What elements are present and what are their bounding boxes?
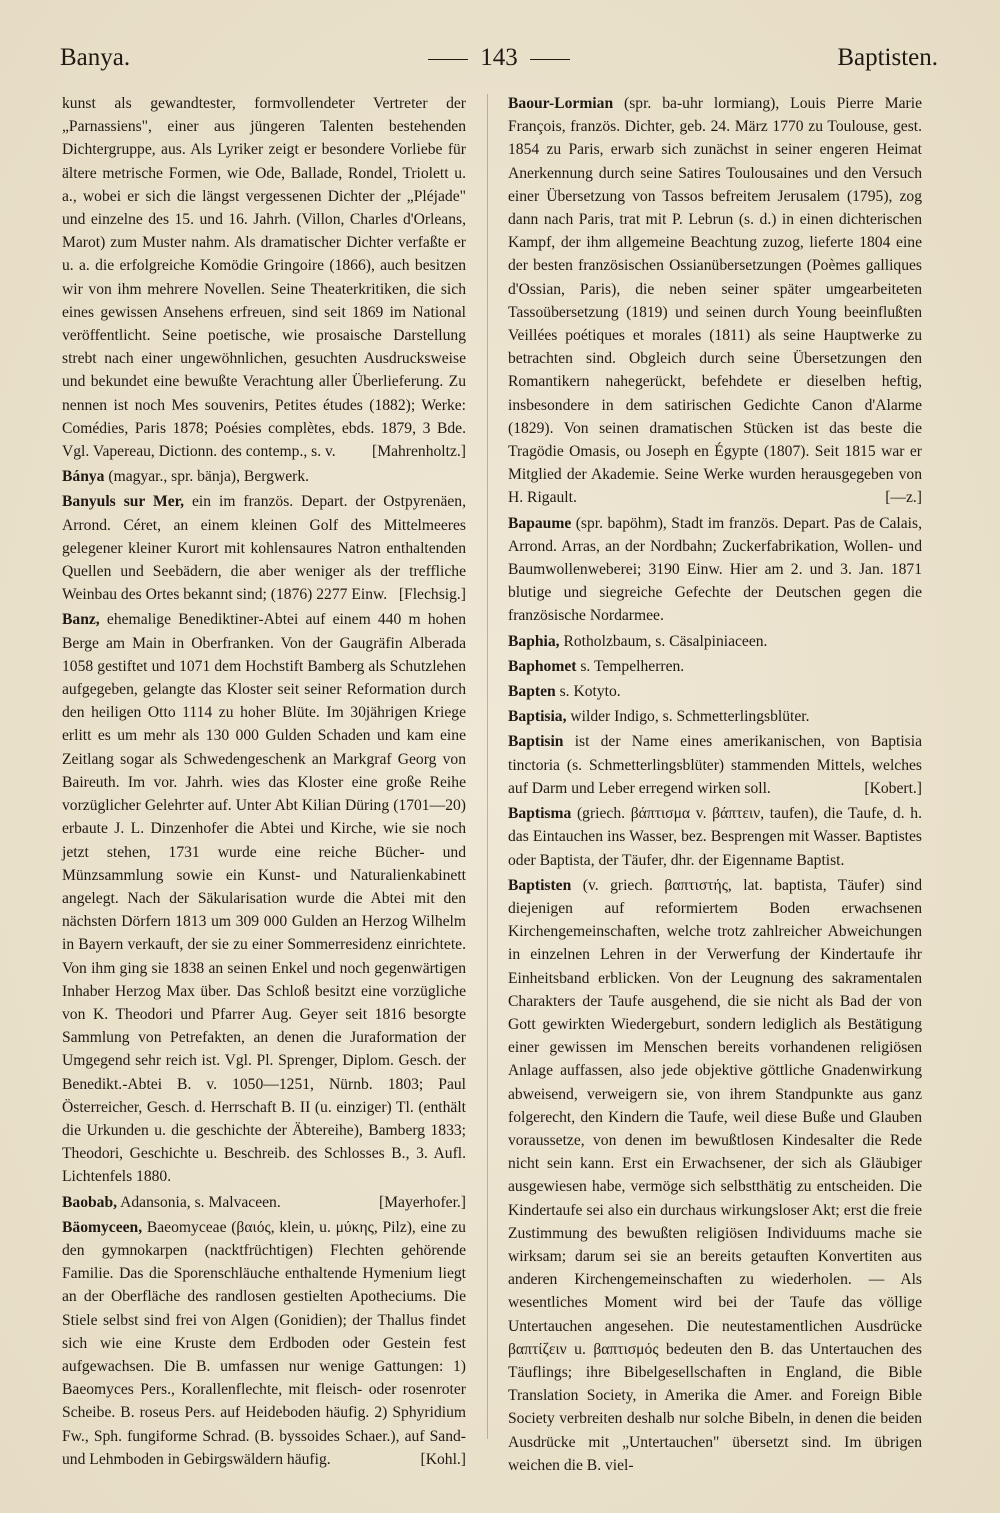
page-number-block — [60, 44, 938, 72]
entry-text: ein im französ. Depart. der Ostpyrenäen, Arrond. Céret, an einem kleinen Golf des Mittelmeeres gelegener kleiner Kurort mit kohlensaures Natron enthaltenden Quellen und Seebädern, die aber weniger als der treffliche Weinbau des Ortes bekannt sind; (1876) 2277 Einw. — [62, 493, 466, 604]
entry — [508, 680, 922, 703]
entry-headword: Baphia, — [508, 632, 560, 650]
header-rule-right — [530, 59, 570, 60]
running-head-left: Banya. — [60, 44, 131, 71]
entry-headword: Baphomet — [508, 657, 577, 675]
entry — [62, 490, 466, 606]
entry-text: Rotholzbaum, s. Cäsalpiniaceen. — [563, 632, 768, 650]
entry-text: Adansonia, s. Malvaceen. — [120, 1193, 281, 1211]
entry — [62, 1191, 466, 1214]
entry-text: kunst als gewandtester, formvollendeter Vertreter der „Parnassiens", einer aus jüngeren Talenten bestehenden Dichtergruppe, aus. Als Lyriker zeigt er besondere Vorliebe für ältere metrische Formen, wie Ode, Ballade, Rondel, Triolett u. a., wobei er sich die längst vergessenen Dichter der „Pléjade" und einzelne des 15. und 16. Jahrh. (Villon, Charles d'Orleans, Marot) zum Muster nahm. Als dramatischer Dichter verfaßte er u. a. die erfolgreiche Komödie Gringoire (1866), auch besitzen wir von ihm mehrere Novellen. Seine Theaterkritiken, die sich eines gewissen Ansehens erfreuen, sind seit 1869 im National veröffentlicht. Seine poetische, wie prosaische Darstellung strebt nach einer ungewöhnlichen, gesuchten Ausdrucksweise und bekundet eine bewußte Verachtung aller Überlieferung. Zu nennen ist noch Mes souvenirs, Petites études (1882); Werke: Comédies, Paris 1878; Poésies complètes, ebds. 1879, 3 Bde. Vgl. Vapereau, Dictionn. des contemp., s. v. — [62, 95, 466, 461]
entry-headword: Baobab, — [62, 1193, 118, 1211]
entry-text: ehemalige Benediktiner-Abtei auf einem 440 m hohen Berge am Main in Oberfranken. Von der Gaugräfin Alberada 1058 gestiftet und 1071 dem Hochstift Bamberg als Schutzlehen aufgegeben, gelangte das Kloster seit seiner Reformation durch den heiligen Otto 1114 zu hoher Blüte. Im 30jährigen Kriege erlitt es um mehr als 130 000 Gulden Schaden und kam eine Zeitlang sogar als Schwedengeschenk an Markgraf Georg von Baireuth. Im vor. Jahrh. wies das Kloster eine große Reihe vorzüglicher Gelehrter auf. Unter Abt Kilian Düring (1701—20) erbaute J. L. Dinzenhofer die Abtei und Kirche, wie sie noch jetzt stehen, 1731 wurde eine reiche Bücher- und Münzsammlung sowie ein Kunst- und Naturalienkabinett angelegt. Nach der Säkularisation wurde die Abtei mit den nächsten Dörfern 1813 um 309 000 Gulden an Herzog Wilhelm in Bayern verkauft, der sie zu einer Sommerresidenz einrichtete. Von ihm ging sie 1838 an seinen Enkel und noch gegenwärtigen Inhaber Herzog Max über. Das Schloß besitzt eine vorzügliche von K. Theodori und Pfarrer Aug. Geyer seit 1816 besorgte Sammlung von Petrefakten, an denen die Juraformation der Umgegend sehr reich ist. Vgl. Pl. Sprenger, Diplom. Gesch. der Benedikt.-Abtei B. v. 1050—1251, Nürnb. 1803; Paul Österreicher, Gesch. d. Herrschaft B. II (u. einziger) Tl. (enthält die Urkunden u. die geschichte der Äbtereihe), Bamberg 1833; Theodori, Geschichte u. Beschreib. des Schlosses B., 3. Aufl. Lichtenfels 1880. — [62, 611, 466, 1186]
entry-text: s. Tempelherren. — [580, 657, 685, 675]
left-column — [62, 92, 466, 1473]
entry — [508, 730, 922, 800]
entry-headword: Bapaume — [508, 514, 572, 532]
entry-text: (v. griech. βαπτιστής, lat. baptista, Täufer) sind diejenigen auf reformiertem Boden erwachsenen Kirchengemeinschaften, welche trotz zahlreicher Abweichungen in einzelnen Lehren in der Verwerfung der Kindertaufe ihr Einheitsband erblicken. Von der Leugnung des sakramentalen Charakters der Taufe ausgehend, die sie nicht als Bad der von Gott gewirkten Wiedergeburt, sondern lediglich als Bestätigung einer gewissen im Menschen bereits vorhandenen religiösen Anlage auffassen, also jede objektive göttliche Gnadenwirkung abweisend, verweigern sie, von ihrem Standpunkte aus ganz folgerecht, den Kindern die Taufe, weil diese Buße und Glauben voraussetze, von denen im bewußtlosen Kindesalter die Rede nicht sein kann. Erst ein Erwachsener, der sich als Gläubiger ausgewiesen habe, vermöge sich selbstthätig zu entscheiden. Die Kindertaufe sei also ein durchaus wirkungsloser Akt; erst die freie Zustimmung des bewußten religiösen Individuums mache sie wirksam; darum sei sie an bereits getauften Konvertiten aus anderen Kirchengemeinschaften zu wiederholen. — Als wesentliches Moment wird bei der Taufe das völlige Untertauchen angesehen. Die neutestamentlichen Ausdrücke βαπτίζειν u. βαπτισμός bedeuten den B. das Untertauchen des Täuflings; ihre Bibelgesellschaften in England, die Bible Translation Society, in Amerika die Amer. and Foreign Bible Society verbreiten deshalb nur solche Bibeln, in denen die beiden Ausdrücke mit „Untertauchen" übersetzt sind. Im übrigen weichen die B. viel- — [508, 876, 922, 1474]
entry-signature: [—z.] — [885, 489, 922, 507]
right-column — [508, 92, 922, 1479]
entry — [62, 92, 466, 463]
entry-signature: [Kobert.] — [864, 779, 922, 797]
entry-text: (griech. βάπτισμα v. βάπτειν, taufen), die Taufe, d. h. das Eintauchen ins Wasser, bez. Besprengen mit Wasser. Baptistes oder Baptista, der Täufer, dhr. der Eigenname Baptist. — [508, 805, 922, 869]
entry-signature: [Kohl.] — [420, 1450, 466, 1468]
entry-text: Baeomyceae (βαιός, klein, u. μύκης, Pilz), eine zu den gymnokarpen (nacktfrüchtigen) Flechten gehörende Familie. Das die Sporenschläuche enthaltende Hymenium liegt an der Oberfläche des randlosen gestielten Apotheciums. Die Stiele selbst sind frei von Algen (Gonidien); der Thallus findet sich wie eine Kruste dem Erdboden oder Gestein fest aufgewachsen. Die B. umfassen nur wenige Gattungen: 1) Baeomyces Pers., Korallenflechte, mit fleisch- oder rosenroter Scheibe. B. roseus Pers. auf Heideboden häufig. 2) Sphyridium Fw., Sph. fungiforme Schrad. (B. byssoides Schaer.), auf Sand- und Lehmboden in Gebirgswäldern häufig. — [62, 1218, 466, 1468]
entry — [508, 874, 922, 1477]
entry-signature: [Mayerhofer.] — [378, 1193, 466, 1211]
entry-headword: Baptisia, — [508, 708, 567, 726]
entry-text: wilder Indigo, s. Schmetterlingsblüter. — [570, 708, 810, 726]
running-head-right: Baptisten. — [837, 44, 938, 71]
entry — [508, 655, 922, 678]
entry-headword: Baptisma — [508, 805, 572, 823]
page-header — [60, 44, 938, 88]
entry-text: s. Kotyto. — [559, 683, 621, 701]
entry — [62, 465, 466, 488]
entry-headword: Baptisten — [508, 876, 572, 894]
entry-headword: Bapten — [508, 683, 556, 701]
header-rule-left — [428, 59, 468, 60]
entry — [508, 92, 922, 510]
entry-headword: Bánya — [62, 468, 105, 486]
entry — [62, 1216, 466, 1471]
entry-signature: [Flechsig.] — [398, 586, 466, 604]
entry-headword: Banyuls sur Mer, — [62, 493, 185, 511]
entry-headword: Bäomyceen, — [62, 1218, 143, 1236]
page-number: 143 — [480, 44, 518, 71]
entry-signature: [Mahrenholtz.] — [372, 443, 466, 461]
entry-headword: Banz, — [62, 611, 100, 629]
entry-headword: Baptisin — [508, 733, 564, 751]
entry — [508, 802, 922, 872]
entry — [508, 512, 922, 628]
entry-text: (spr. bapöhm), Stadt im französ. Depart. Pas de Calais, Arrond. Arras, an der Nordbahn; Zuckerfabrikation, Wollen- und Baumwollenweberei; 3190 Einw. Hier am 2. und 3. Jan. 1871 blutige und siegreiche Gefechte der Deutschen gegen die französische Nordarmee. — [508, 514, 922, 625]
entry-text: (spr. ba-uhr lormiang), Louis Pierre Marie François, französ. Dichter, geb. 24. März 1770 zu Toulouse, gest. 1854 zu Paris, erwarb sich zunächst in seiner engeren Heimat Anerkennung durch seine Satires Toulousaines und den Versuch einer Übersetzung von Tassos befreitem Jerusalem (1795), zog dann nach Paris, trat mit P. Lebrun (s. d.) in einen dichterischen Kampf, der ihm allgemeine Beachtung zuzog, lieferte 1804 eine der besten französischen Ossianübersetzungen (Poèmes galliques d'Ossian, Paris), die neben seiner später umgearbeiteten Tassoübersetzung (1819) und seinen durch Young beeinflußten Veillées poétiques et morales (1811) als seine Hauptwerke zu betrachten sind. Obgleich durch seine Übersetzungen den Romantikern nahegerückt, befehdete er dieselben heftig, insbesondere in dem satirischen Gedichte Canon d'Alarme (1829). Von seinen dramatischen Stücken ist das beste die Tragödie Omasis, ou Joseph en Égypte (1807). Seit 1815 war er Mitglied der Akademie. Seine Werke wurden herausgegeben von H. Rigault. — [508, 95, 922, 507]
entry — [508, 705, 922, 728]
entry-text: ist der Name eines amerikanischen, von Baptisia tinctoria (s. Schmetterlingsblüter) stammenden Mittels, welches auf Darm und Leber erregend wirken soll. — [508, 733, 922, 797]
entry — [508, 630, 922, 653]
entry-headword: Baour-Lormian — [508, 95, 614, 112]
column-divider — [487, 94, 488, 1439]
entry — [62, 608, 466, 1188]
entry-text: (magyar., spr. bänja), Bergwerk. — [108, 468, 310, 486]
